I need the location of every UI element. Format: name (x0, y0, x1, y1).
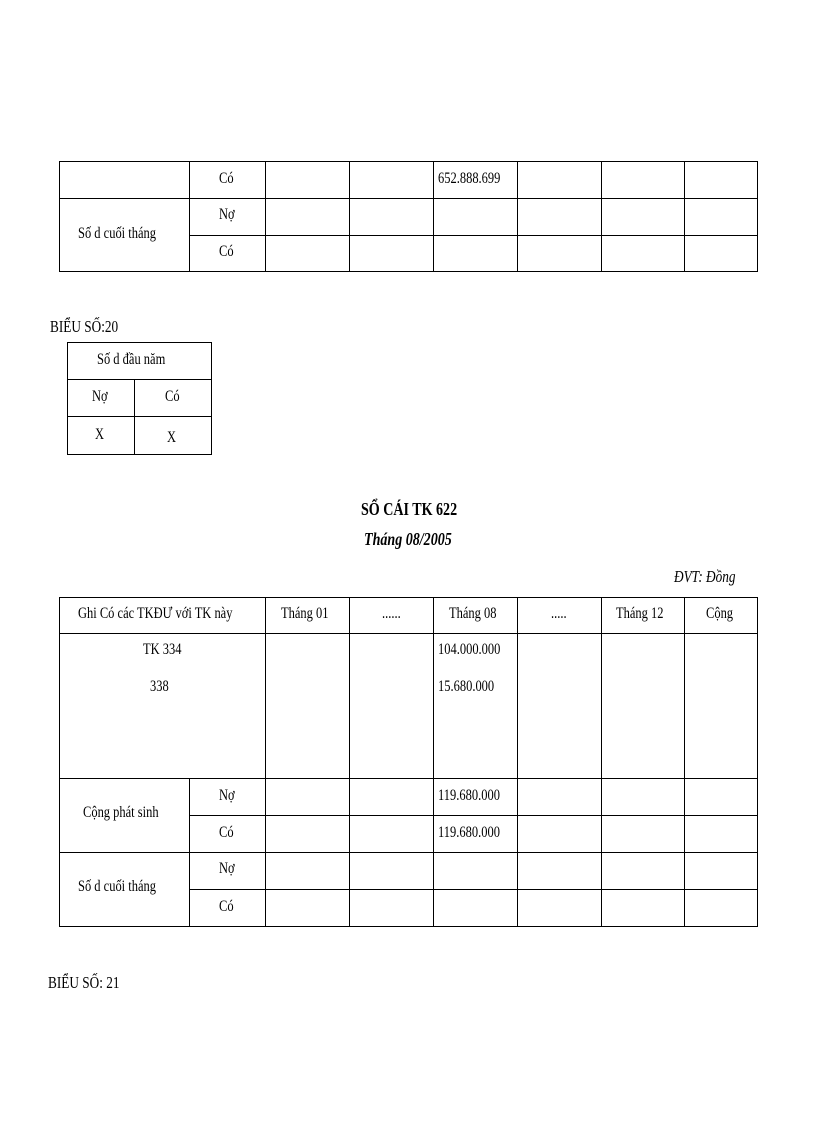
ledger-closing-co: Có (219, 898, 234, 915)
cps-no-value: 119.680.000 (438, 787, 500, 804)
ledger-closing-no: Nợ (219, 860, 235, 877)
opening-balance-title: Số d đầu năm (97, 351, 166, 368)
amount-tk334: 104.000.000 (438, 641, 501, 658)
header-ellipsis-2: ..... (551, 605, 567, 622)
cps-co-label: Có (219, 824, 234, 841)
header-thang-08: Tháng 08 (449, 605, 497, 622)
closing-no-label: Nợ (219, 206, 235, 223)
header-thang-01: Tháng 01 (281, 605, 329, 622)
ledger-closing-label: Số d cuối tháng (78, 878, 156, 895)
header-cong: Cộng (706, 605, 734, 622)
opening-co-value: X (167, 429, 177, 446)
opening-co-label: Có (165, 388, 180, 405)
opening-no-label: Nợ (92, 388, 108, 405)
header-ellipsis-1: ...... (382, 605, 401, 622)
form21-label: BIỂU SỐ: 21 (48, 973, 120, 992)
closing-label: Số d cuối tháng (78, 225, 156, 242)
amount-338: 15.680.000 (438, 678, 495, 695)
ledger-subtitle: Tháng 08/2005 (364, 529, 452, 549)
account-338: 338 (150, 678, 169, 695)
closing-co-label: Có (219, 243, 234, 260)
form20-label: BIỂU SỐ:20 (50, 317, 119, 336)
header-ghi-co: Ghi Có các TKĐƯ với TK này (78, 605, 233, 622)
cps-co-value: 119.680.000 (438, 824, 500, 841)
ledger-title: SỔ CÁI TK 622 (361, 499, 458, 519)
cong-phat-sinh-label: Cộng phát sinh (83, 804, 159, 821)
account-tk334: TK 334 (143, 641, 182, 658)
header-thang-12: Tháng 12 (616, 605, 664, 622)
opening-no-value: X (95, 426, 105, 443)
cps-no-label: Nợ (219, 787, 235, 804)
row-co-label: Có (219, 170, 234, 187)
unit-label: ĐVT: Đồng (674, 567, 736, 586)
row-co-value: 652.888.699 (438, 170, 501, 187)
